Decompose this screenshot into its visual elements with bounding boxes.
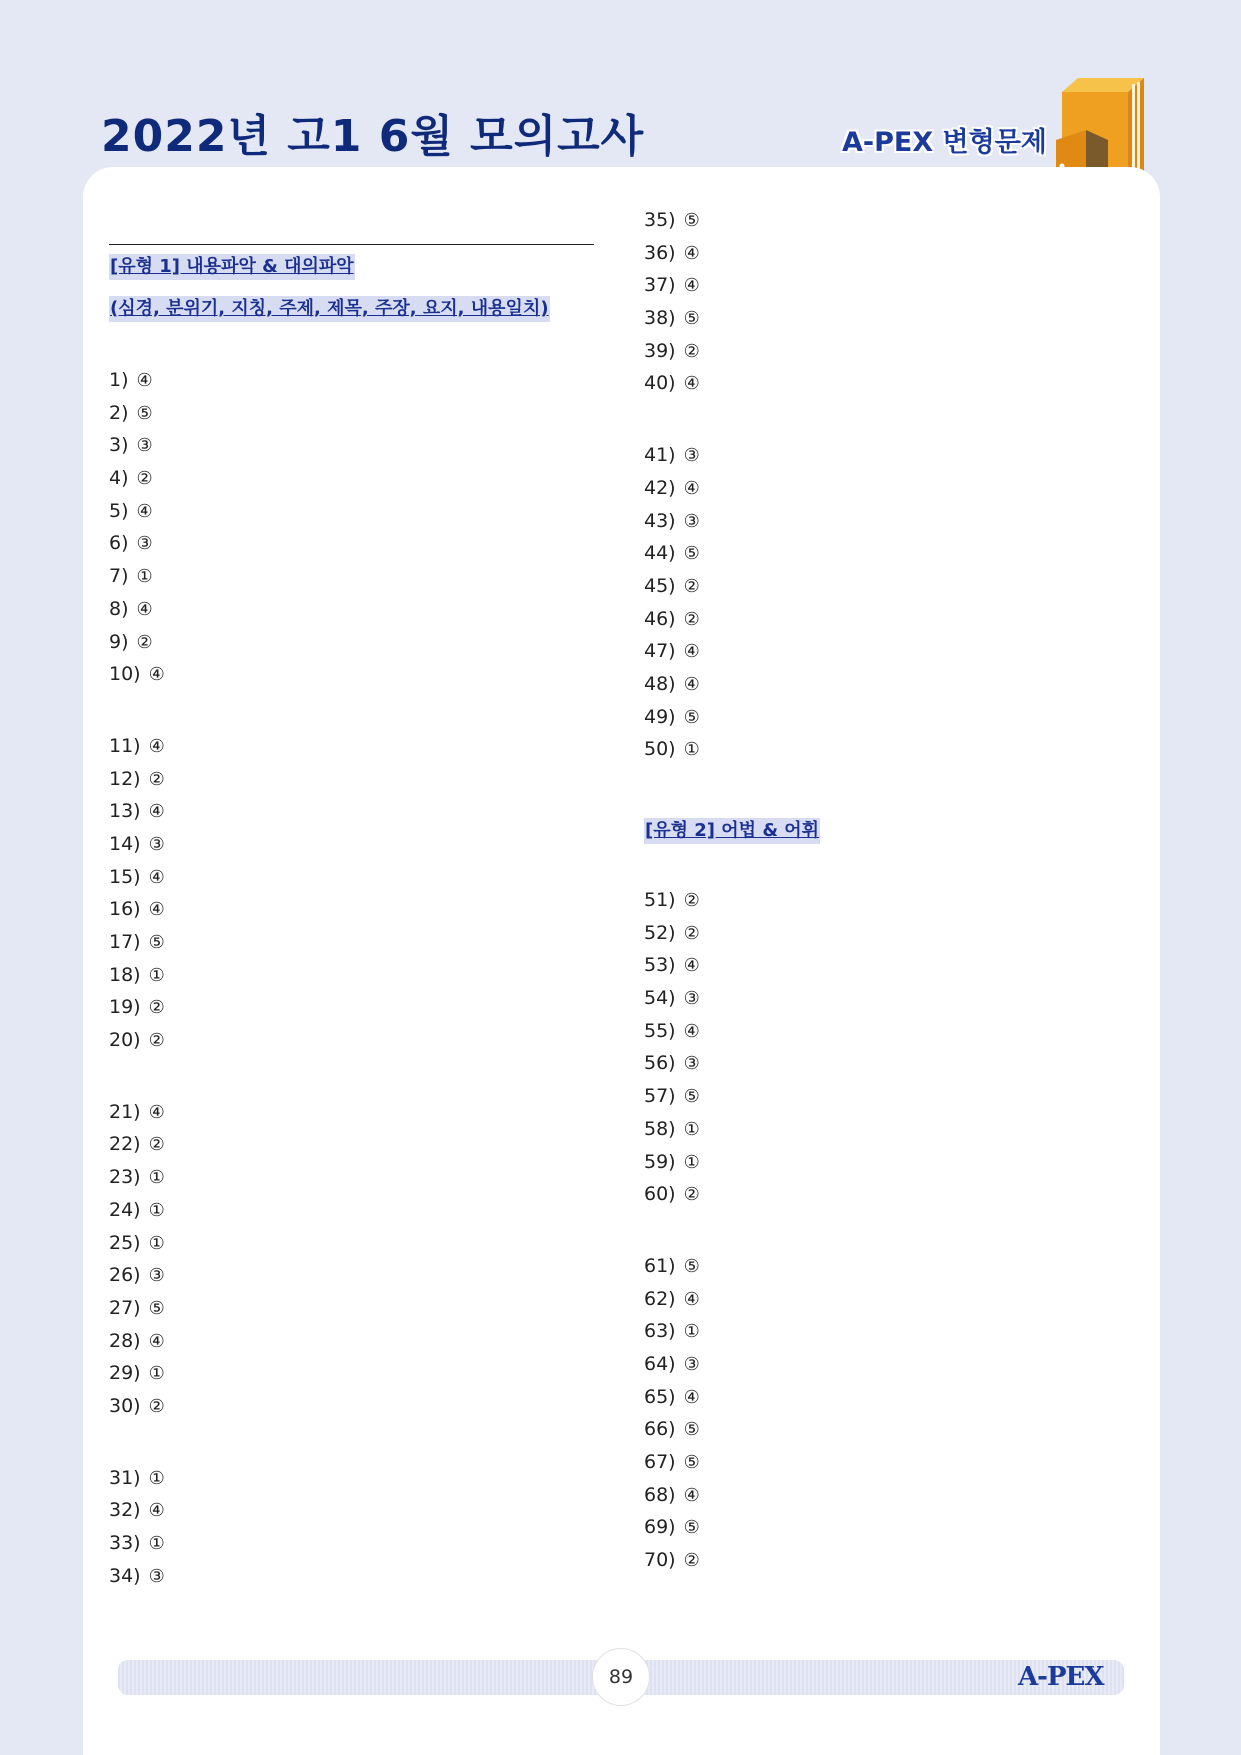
- answer-choice: ①: [683, 739, 700, 761]
- answer-choice: ④: [148, 801, 165, 823]
- answer-choice: ②: [683, 1550, 700, 1572]
- answer-item: [644, 1113, 1129, 1146]
- answer-item: [644, 537, 1129, 570]
- answer-item: [109, 626, 594, 659]
- group-spacer: [109, 1057, 594, 1096]
- answer-choice: ③: [136, 435, 153, 457]
- question-number: 13): [109, 800, 141, 823]
- answer-choice: ④: [148, 1330, 165, 1352]
- group-spacer: [109, 691, 594, 730]
- answer-item: [109, 397, 594, 430]
- answer-choice: ②: [136, 631, 153, 653]
- question-number: 66): [644, 1418, 676, 1441]
- answer-item: [109, 658, 594, 691]
- answer-choice: ⑤: [683, 1086, 700, 1108]
- answer-item: [109, 1560, 594, 1593]
- answer-item: [644, 1080, 1129, 1113]
- question-number: 40): [644, 372, 676, 395]
- section-heading-type2: [유형 2] 어법 & 어휘: [644, 818, 820, 844]
- question-number: 22): [109, 1133, 141, 1156]
- answer-item: [644, 472, 1129, 505]
- question-number: 14): [109, 832, 141, 855]
- question-number: 4): [109, 467, 129, 490]
- question-number: 26): [109, 1264, 141, 1287]
- group-spacer: [644, 400, 1129, 439]
- answer-item: [644, 269, 1129, 302]
- question-number: 42): [644, 476, 676, 499]
- question-number: 69): [644, 1516, 676, 1539]
- answer-item: [644, 917, 1129, 950]
- answer-item: [109, 1161, 594, 1194]
- answer-choice: ⑤: [683, 308, 700, 330]
- question-number: 31): [109, 1466, 141, 1489]
- answer-choice: ①: [148, 1167, 165, 1189]
- question-number: 67): [644, 1451, 676, 1473]
- answer-choice: ④: [136, 598, 153, 620]
- answer-choice: ④: [136, 500, 153, 522]
- question-number: 18): [109, 963, 141, 986]
- question-number: 37): [644, 274, 676, 297]
- answer-choice: ①: [136, 566, 153, 588]
- answer-item: [644, 1250, 1129, 1283]
- group-spacer: [644, 1211, 1129, 1250]
- question-number: 51): [644, 889, 676, 911]
- question-number: 57): [644, 1085, 676, 1108]
- question-number: 58): [644, 1117, 676, 1140]
- question-number: 1): [109, 369, 129, 391]
- answer-item: [644, 1015, 1129, 1048]
- answer-item: [109, 527, 594, 560]
- question-number: 38): [644, 307, 676, 330]
- answer-item: [109, 1494, 594, 1527]
- answer-item: [644, 949, 1129, 982]
- answer-item: [644, 335, 1129, 368]
- answer-item: [109, 861, 594, 894]
- question-number: 29): [109, 1362, 141, 1385]
- question-number: 39): [644, 339, 676, 362]
- answer-choice: ②: [148, 768, 165, 790]
- answer-item: [109, 1227, 594, 1260]
- question-number: 46): [644, 607, 676, 630]
- answer-choice: ⑤: [683, 1419, 700, 1441]
- answer-choice: ②: [148, 1395, 165, 1417]
- question-number: 6): [109, 532, 129, 555]
- answer-item: [644, 1511, 1129, 1544]
- answer-choice: ②: [148, 1030, 165, 1052]
- answer-item: [109, 1357, 594, 1390]
- answer-choice: ②: [683, 340, 700, 362]
- question-number: 55): [644, 1019, 676, 1042]
- question-number: 60): [644, 1183, 676, 1206]
- answer-item: [109, 959, 594, 992]
- answer-item: [109, 1390, 594, 1423]
- answer-choice: ⑤: [683, 543, 700, 565]
- answer-choice: ③: [683, 1053, 700, 1075]
- answer-item: [109, 1527, 594, 1560]
- answer-choice: ④: [683, 641, 700, 663]
- question-number: 56): [644, 1052, 676, 1075]
- question-number: 62): [644, 1287, 676, 1310]
- answer-choice: ③: [148, 1265, 165, 1287]
- answer-choice: ⑤: [136, 402, 153, 424]
- answer-item: [644, 1544, 1129, 1577]
- brand-title: A-PEX 변형문제: [842, 127, 1047, 158]
- answer-item: [644, 570, 1129, 603]
- section-subheading-type1: (심경, 분위기, 지칭, 주제, 제목, 주장, 요지, 내용일치): [109, 296, 550, 322]
- answer-choice: ①: [683, 1321, 700, 1343]
- answer-item: [109, 926, 594, 959]
- question-number: 43): [644, 509, 676, 532]
- answer-item: [644, 237, 1129, 270]
- answer-item: [644, 1413, 1129, 1446]
- answer-item: [644, 1381, 1129, 1414]
- answer-choice: ③: [148, 1565, 165, 1587]
- question-number: 19): [109, 996, 141, 1019]
- answer-choice: ④: [683, 373, 700, 395]
- question-number: 9): [109, 630, 129, 653]
- question-number: 65): [644, 1385, 676, 1408]
- question-number: 27): [109, 1296, 141, 1319]
- answer-item: [644, 505, 1129, 538]
- answer-item: [644, 1146, 1129, 1179]
- answer-item: [644, 1348, 1129, 1381]
- answer-item: [109, 1462, 594, 1495]
- answer-item: [644, 1479, 1129, 1512]
- question-number: 54): [644, 987, 676, 1010]
- answer-choice: ②: [148, 997, 165, 1019]
- answer-item: [644, 603, 1129, 636]
- question-number: 5): [109, 499, 129, 522]
- question-number: 35): [644, 209, 676, 231]
- question-number: 52): [644, 921, 676, 944]
- answer-choice: ⑤: [148, 1297, 165, 1319]
- question-number: 16): [109, 898, 141, 921]
- question-number: 30): [109, 1394, 141, 1417]
- answer-item: [109, 1024, 594, 1057]
- answer-choice: ③: [683, 988, 700, 1010]
- answer-item: [109, 462, 594, 495]
- question-number: 53): [644, 954, 676, 977]
- answer-item: [109, 1292, 594, 1325]
- answer-item: [644, 302, 1129, 335]
- answer-item: [109, 364, 594, 397]
- answer-choice: ④: [148, 866, 165, 888]
- answer-item: [644, 1446, 1129, 1479]
- answer-choice: ②: [148, 1134, 165, 1156]
- answer-choice: ①: [683, 1118, 700, 1140]
- question-number: 3): [109, 434, 129, 457]
- answer-item: [644, 439, 1129, 472]
- answer-item: [109, 730, 594, 763]
- question-number: 45): [644, 574, 676, 597]
- question-number: 10): [109, 663, 141, 686]
- question-number: 49): [644, 705, 676, 728]
- answer-item: [109, 893, 594, 926]
- question-number: 64): [644, 1352, 676, 1375]
- question-number: 17): [109, 931, 141, 953]
- answer-choice: ②: [136, 468, 153, 490]
- answer-choice: ③: [148, 833, 165, 855]
- answer-choice: ③: [136, 533, 153, 555]
- answer-choice: ①: [148, 1232, 165, 1254]
- right-column: [644, 204, 1129, 1577]
- answer-choice: ④: [683, 1288, 700, 1310]
- answer-choice: ③: [683, 510, 700, 532]
- question-number: 21): [109, 1100, 141, 1123]
- answer-choice: ①: [683, 1151, 700, 1173]
- answer-choice: ⑤: [683, 1452, 700, 1473]
- question-number: 44): [644, 542, 676, 565]
- question-number: 36): [644, 241, 676, 264]
- answer-choice: ⑤: [683, 1255, 700, 1277]
- answer-item: [109, 1259, 594, 1292]
- answer-item: [109, 763, 594, 796]
- question-number: 12): [109, 767, 141, 790]
- answer-item: [644, 204, 1129, 237]
- answer-item: [644, 1178, 1129, 1211]
- answer-choice: ②: [683, 890, 700, 911]
- answer-choice: ④: [683, 1484, 700, 1506]
- page-title: 2022년 고1 6월 모의고사: [101, 111, 645, 162]
- question-number: 23): [109, 1166, 141, 1189]
- answer-choice: ⑤: [683, 210, 700, 231]
- answer-choice: ①: [148, 964, 165, 986]
- answer-item: [644, 733, 1129, 766]
- answer-item: [109, 429, 594, 462]
- answer-item: [109, 1194, 594, 1227]
- answer-item: [644, 635, 1129, 668]
- answer-choice: ①: [148, 1363, 165, 1385]
- page-number: 89: [592, 1648, 650, 1706]
- answer-item: [109, 495, 594, 528]
- answer-choice: ④: [136, 370, 153, 391]
- question-number: 15): [109, 865, 141, 888]
- question-number: 34): [109, 1564, 141, 1587]
- section-heading-type1: [유형 1] 내용파악 & 대의파악: [109, 254, 355, 280]
- question-number: 70): [644, 1549, 676, 1572]
- answer-item: [109, 593, 594, 626]
- question-number: 11): [109, 734, 141, 757]
- answer-item: [109, 1325, 594, 1358]
- answer-choice: ④: [683, 242, 700, 264]
- answer-choice: ①: [148, 1533, 165, 1554]
- answer-choice: ③: [683, 445, 700, 467]
- answer-choice: ④: [683, 477, 700, 499]
- answer-list-right-b: [644, 884, 1129, 1577]
- answer-choice: ⑤: [683, 1517, 700, 1539]
- answer-choice: ④: [683, 955, 700, 977]
- answer-item: [644, 1283, 1129, 1316]
- answer-choice: ②: [683, 1184, 700, 1206]
- answer-item: [644, 668, 1129, 701]
- answer-item: [109, 795, 594, 828]
- answer-item: [109, 560, 594, 593]
- answer-choice: ④: [683, 1020, 700, 1042]
- answer-choice: ④: [148, 664, 165, 686]
- answer-item: [644, 367, 1129, 400]
- question-number: 8): [109, 597, 129, 620]
- answer-choice: ④: [148, 1500, 165, 1522]
- question-number: 41): [644, 444, 676, 467]
- question-number: 32): [109, 1499, 141, 1522]
- footer-brand-logo: A-PEX: [1018, 1662, 1104, 1692]
- question-number: 24): [109, 1198, 141, 1221]
- answer-choice: ②: [683, 608, 700, 630]
- answer-choice: ②: [683, 922, 700, 944]
- question-number: 48): [644, 672, 676, 695]
- answer-item: [109, 828, 594, 861]
- question-number: 47): [644, 640, 676, 663]
- question-number: 28): [109, 1329, 141, 1352]
- answer-choice: ⑤: [148, 932, 165, 953]
- question-number: 2): [109, 401, 129, 424]
- answer-item: [644, 701, 1129, 734]
- answer-list-left: [109, 364, 594, 1592]
- answer-item: [109, 1128, 594, 1161]
- answer-item: [644, 982, 1129, 1015]
- answer-item: [644, 884, 1129, 917]
- answer-choice: ④: [683, 275, 700, 297]
- answer-list-right-a: [644, 204, 1129, 766]
- left-column: [109, 244, 594, 1592]
- answer-choice: ③: [683, 1353, 700, 1375]
- answer-choice: ①: [148, 1199, 165, 1221]
- answer-item: [109, 991, 594, 1024]
- answer-choice: ④: [148, 735, 165, 757]
- question-number: 7): [109, 565, 129, 588]
- answer-choice: ②: [683, 575, 700, 597]
- question-number: 63): [644, 1320, 676, 1343]
- question-number: 25): [109, 1231, 141, 1254]
- answer-choice: ④: [148, 1101, 165, 1123]
- question-number: 59): [644, 1150, 676, 1173]
- answer-choice: ⑤: [683, 706, 700, 728]
- question-number: 20): [109, 1029, 141, 1052]
- answer-item: [644, 1047, 1129, 1080]
- question-number: 50): [644, 738, 676, 761]
- answer-choice: ④: [683, 1386, 700, 1408]
- group-spacer: [109, 1423, 594, 1462]
- question-number: 33): [109, 1532, 141, 1554]
- answer-item: [644, 1315, 1129, 1348]
- question-number: 68): [644, 1483, 676, 1506]
- answer-choice: ①: [148, 1467, 165, 1489]
- answer-choice: ④: [148, 899, 165, 921]
- question-number: 61): [644, 1254, 676, 1277]
- answer-choice: ④: [683, 673, 700, 695]
- answer-item: [109, 1096, 594, 1129]
